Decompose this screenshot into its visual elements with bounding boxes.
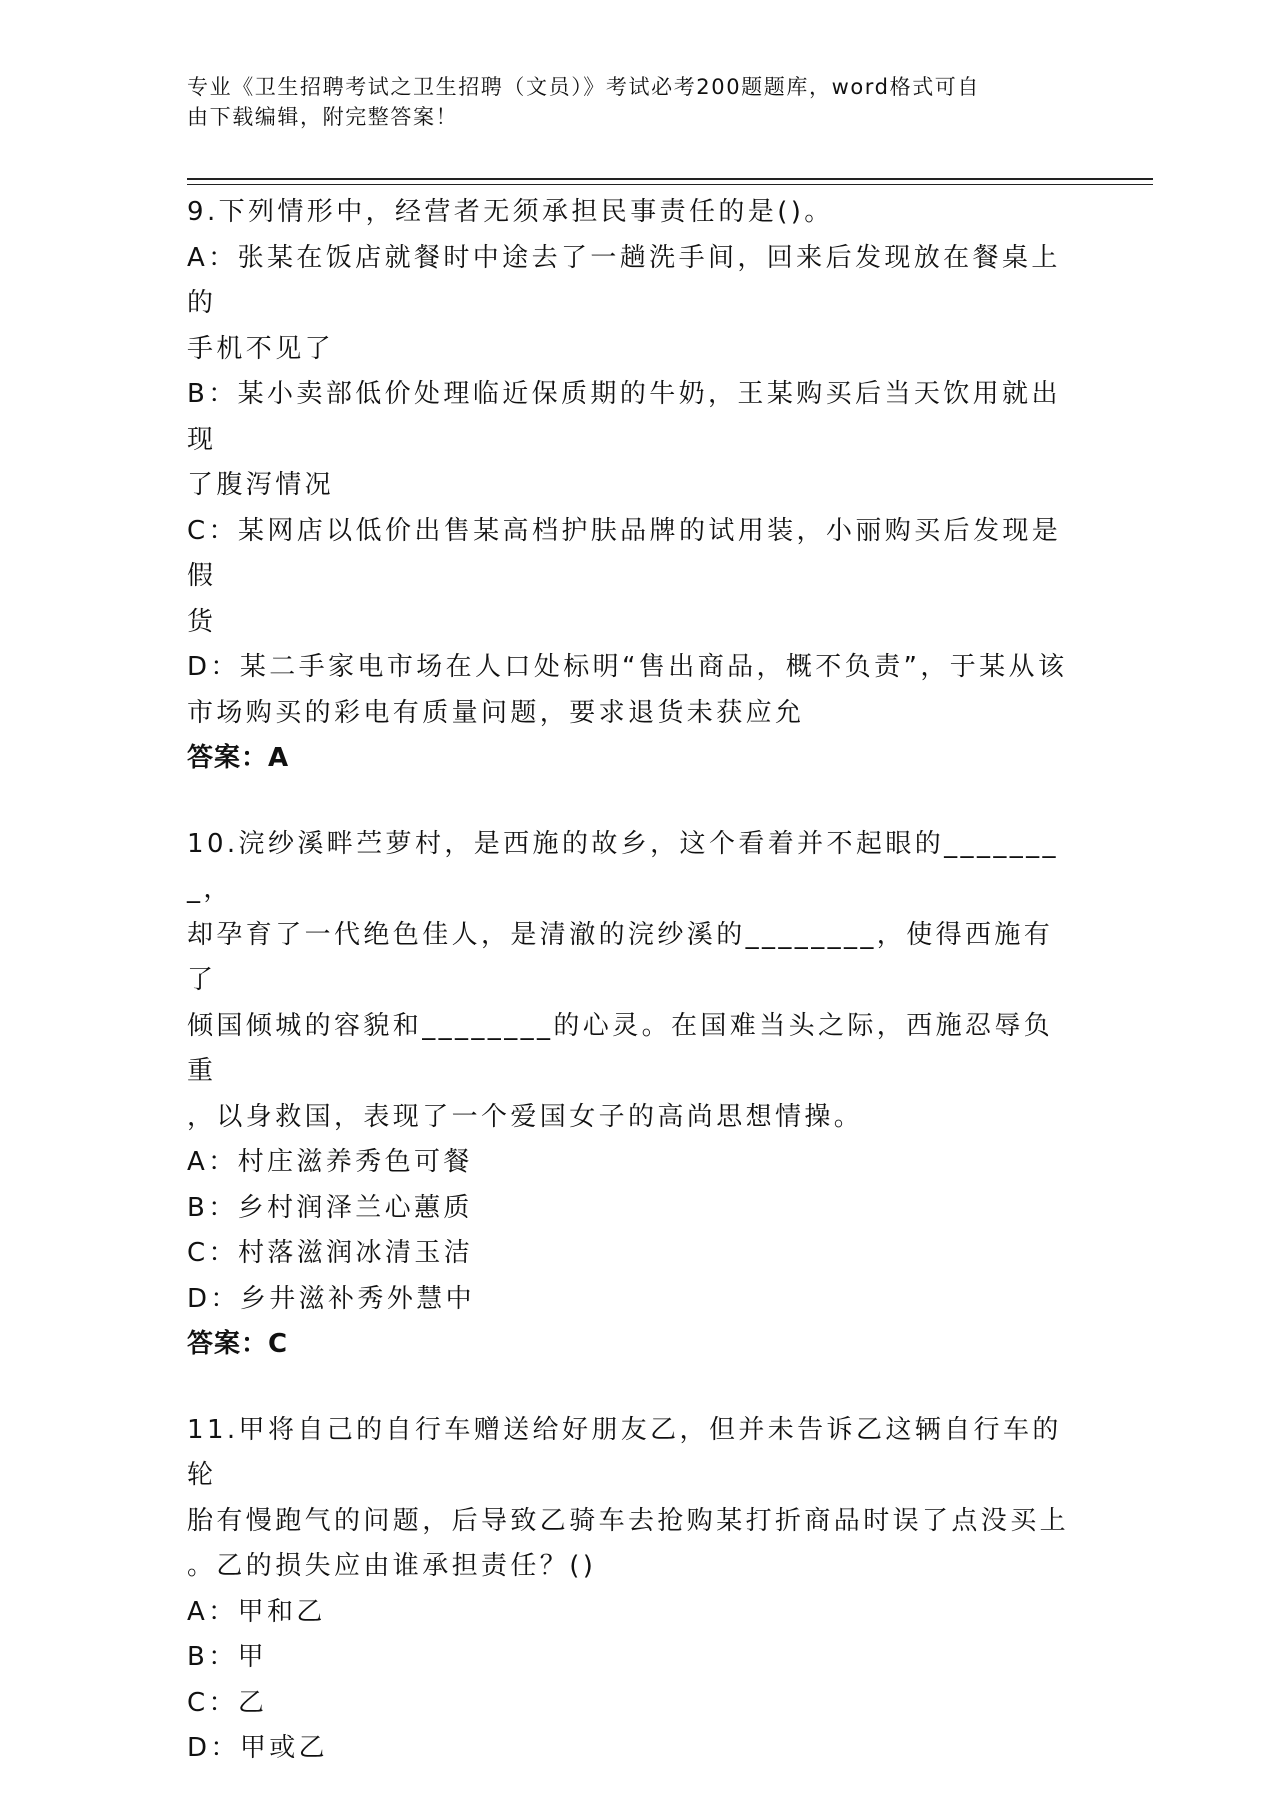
document-header	[187, 72, 1067, 132]
option-line: 手机不见了	[187, 333, 335, 364]
question-list	[187, 190, 1077, 1812]
question-stem-line: ，以身救国，表现了一个爱国女子的高尚思想情操。	[187, 1101, 864, 1132]
option-b	[187, 372, 1077, 509]
question-stem-line: 11.甲将自己的自行车赠送给好朋友乙，但并未告诉乙这辆自行车的轮	[187, 1414, 1062, 1490]
option-d: D：甲或乙	[187, 1733, 329, 1763]
option-line: A：张某在饭店就餐时中途去了一趟洗手间，回来后发现放在餐桌上的	[187, 242, 1061, 318]
question-9	[187, 190, 1077, 782]
option-line: B：某小卖部低价处理临近保质期的牛奶，王某购买后当天饮用就出现	[187, 379, 1061, 455]
option-b: B：甲	[187, 1642, 268, 1672]
option-c	[187, 509, 1077, 646]
question-stem-line: 却孕育了一代绝色佳人，是清澈的浣纱溪的________，使得西施有了	[187, 919, 1054, 995]
question-stem-line: 9.下列情形中，经营者无须承担民事责任的是()。	[187, 197, 834, 227]
question-stem-line: 倾国倾城的容貌和________的心灵。在国难当头之际，西施忍辱负重	[187, 1010, 1054, 1086]
option-d: D：乡井滋补秀外慧中	[187, 1283, 476, 1314]
option-line: D：某二手家电市场在人口处标明“售出商品，概不负责”，于某从该	[187, 652, 1068, 682]
question-stem-line: 胎有慢跑气的问题，后导致乙骑车去抢购某打折商品时误了点没买上	[187, 1505, 1070, 1536]
option-a: A：村庄滋养秀色可餐	[187, 1147, 473, 1177]
header-divider-thin	[187, 184, 1153, 185]
question-stem-line: 。乙的损失应由谁承担责任？()	[187, 1551, 597, 1581]
option-line: 了腹泻情况	[187, 470, 335, 500]
answer-label: 答案：A	[187, 743, 290, 773]
option-line: C：某网店以低价出售某高档护肤品牌的试用装，小丽购买后发现是假	[187, 515, 1062, 591]
option-c: C：乙	[187, 1687, 268, 1718]
option-d	[187, 645, 1077, 736]
option-a	[187, 236, 1077, 373]
question-stem-line: 10.浣纱溪畔苎萝村，是西施的故乡，这个看着并不起眼的________，	[187, 828, 1059, 904]
option-line: 市场购买的彩电有质量问题，要求退货未获应允	[187, 697, 805, 728]
header-line-1: 专业《卫生招聘考试之卫生招聘（文员）》考试必考200题题库，word格式可自	[187, 75, 980, 99]
question-10	[187, 822, 1077, 1368]
option-c: C：村落滋润冰清玉洁	[187, 1238, 474, 1268]
question-11	[187, 1408, 1077, 1772]
option-b: B：乡村润泽兰心蕙质	[187, 1192, 473, 1223]
header-line-2: 由下载编辑，附完整答案！	[187, 105, 459, 129]
option-line: 货	[187, 606, 217, 637]
header-divider-thick	[187, 178, 1153, 180]
option-a: A：甲和乙	[187, 1596, 326, 1627]
answer-label: 答案：C	[187, 1329, 289, 1359]
